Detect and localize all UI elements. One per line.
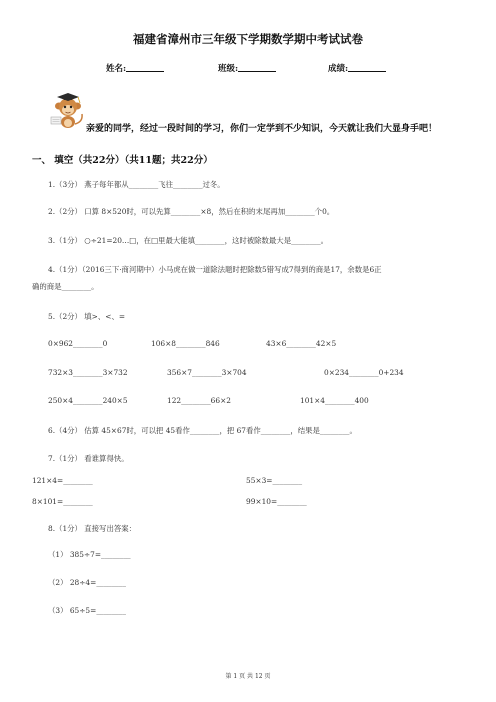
- page-title: 福建省漳州市三年级下学期数学期中考试试卷: [133, 32, 363, 46]
- name-field: [106, 62, 164, 74]
- quick-calc-item: 99×10=________: [246, 497, 307, 506]
- name-blank: [126, 62, 164, 72]
- question-7: 7.（1分） 看谁算得快。: [48, 454, 129, 463]
- question-6: 6.（4分） 估算 45×67时，可以把 45看作________，把 67看作________，结果是________。: [48, 426, 357, 435]
- question-4-continuation: 确的商是________。: [32, 282, 99, 291]
- compare-item: 356×7________3×704: [167, 368, 247, 377]
- quick-calc-item: 55×3=________: [246, 476, 303, 485]
- name-label: 姓名:: [106, 64, 127, 74]
- page-footer: 第 1 页 共 12 页: [225, 673, 271, 680]
- class-blank: [238, 62, 276, 72]
- compare-item: 0×234________0+234: [324, 368, 404, 377]
- compare-item: 250×4________240×5: [48, 396, 128, 405]
- direct-answer-item: （1） 385÷7=________: [48, 550, 131, 559]
- monkey-graduate-icon: [47, 92, 87, 130]
- question-1: 1.（3分） 燕子每年都从________飞往________过冬。: [48, 180, 225, 189]
- question-4: 4.（1分）（2016三下·商河期中）小马虎在做一道除法题时把除数5错写成7得到的商是17，余数是6正: [48, 265, 382, 274]
- quick-calc-item: 121×4=________: [32, 476, 93, 485]
- score-field: [328, 62, 386, 74]
- quick-calc-item: 8×101=________: [32, 497, 93, 506]
- compare-item: 0×962________0: [48, 339, 108, 348]
- direct-answer-item: （2） 28÷4=________: [48, 578, 126, 587]
- question-5: 5.（2分） 填>、<、=: [48, 312, 126, 321]
- compare-item: 43×6________42×5: [266, 339, 337, 348]
- question-8: 8.（1分） 直接写出答案：: [48, 524, 137, 533]
- compare-item: 101×4________400: [300, 396, 369, 405]
- class-field: [218, 62, 276, 74]
- class-label: 班级:: [218, 64, 239, 74]
- direct-answer-item: （3） 65÷5=________: [48, 606, 126, 615]
- section-heading: 一、 填空（共22分）（共11题；共22分）: [32, 155, 213, 166]
- compare-item: 732×3________3×732: [48, 368, 128, 377]
- encouragement-text: 亲爱的同学，经过一段时间的学习，你们一定学到不少知识，今天就让我们大显身手吧！: [86, 124, 438, 134]
- compare-item: 122________66×2: [167, 396, 231, 405]
- score-label: 成绩:: [328, 64, 349, 74]
- compare-item: 106×8________846: [151, 339, 220, 348]
- question-2: 2.（2分） 口算 8×520时，可以先算________×8，然后在积的末尾再加________个0。: [48, 207, 335, 216]
- question-3: 3.（1分） ○÷21=20…□，在□里最大能填________，这时被除数最大是________。: [48, 236, 329, 245]
- score-blank: [348, 62, 386, 72]
